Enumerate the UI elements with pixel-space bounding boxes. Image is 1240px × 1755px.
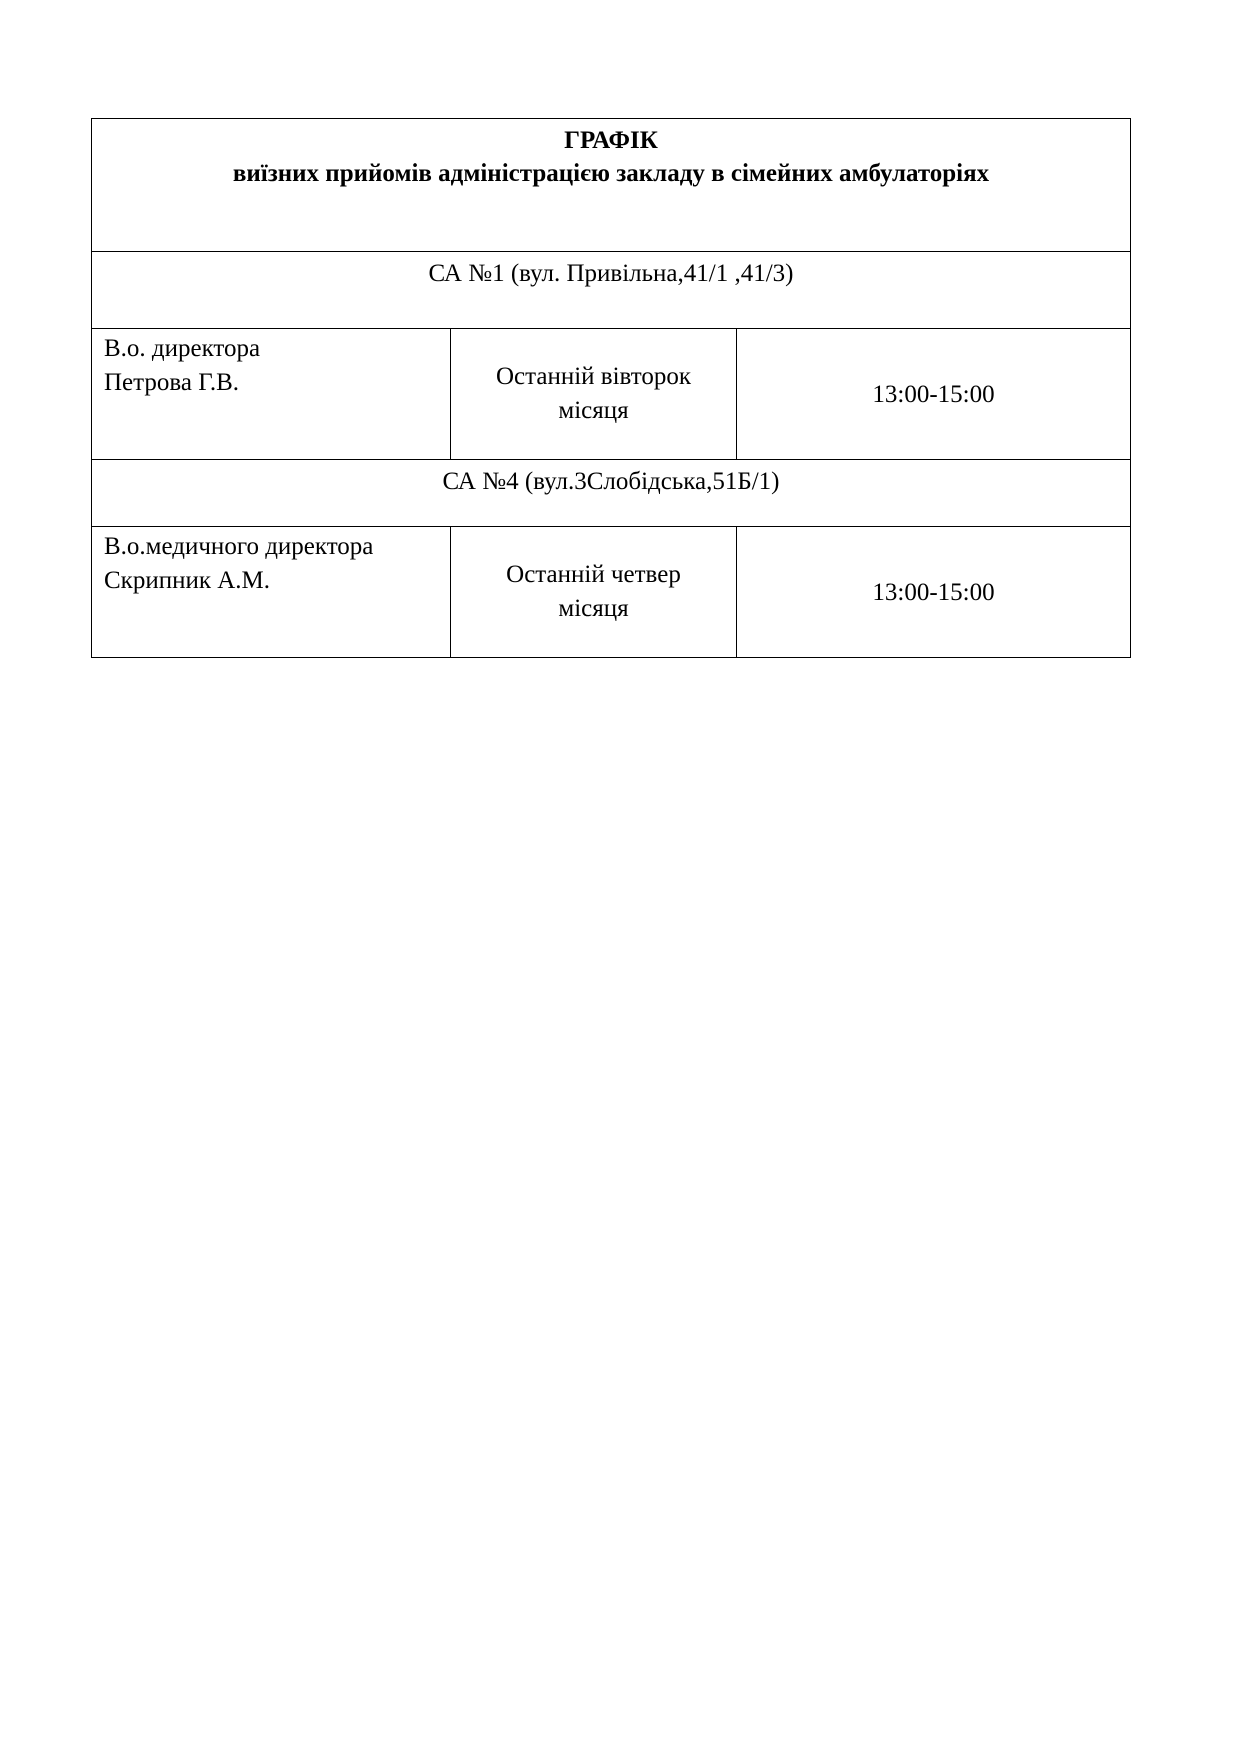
person-name: Скрипник А.М. (104, 567, 271, 594)
title-cell (92, 119, 1131, 252)
document-title: ГРАФІК (564, 127, 658, 154)
time-cell: 13:00-15:00 (737, 329, 1131, 460)
day-line-1: Останній четвер (506, 561, 681, 588)
time-cell: 13:00-15:00 (737, 527, 1131, 658)
day-cell (451, 329, 737, 460)
responsible-person-cell (92, 329, 451, 460)
position-title: В.о.медичного директора (104, 533, 374, 560)
document-subtitle: виїзних прийомів адміністрацією закладу в сімейних амбулаторіях (232, 160, 990, 187)
clinic-name: СА №4 (вул.3Слобідська,51Б/1) (92, 460, 1131, 527)
person-name: Петрова Г.В. (104, 369, 240, 396)
day-cell (451, 527, 737, 658)
responsible-person-cell (92, 527, 451, 658)
clinic-header-row (92, 460, 1131, 527)
clinic-name: СА №1 (вул. Привільна,41/1 ,41/3) (92, 252, 1131, 329)
title-row (92, 119, 1131, 252)
day-line-2: місяця (558, 397, 629, 424)
day-line-1: Останній вівторок (496, 363, 691, 390)
schedule-row (92, 329, 1131, 460)
position-title: В.о. директора (104, 335, 261, 362)
schedule-row (92, 527, 1131, 658)
day-line-2: місяця (558, 595, 629, 622)
clinic-header-row (92, 252, 1131, 329)
schedule-table (91, 118, 1131, 658)
